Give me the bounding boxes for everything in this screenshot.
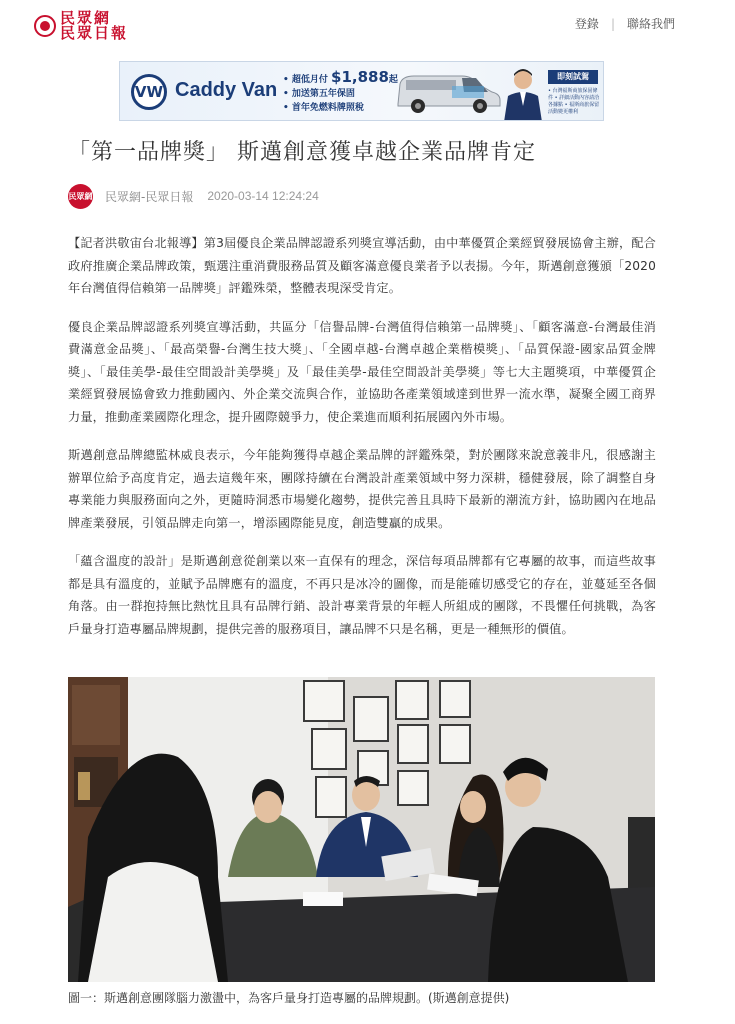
article-paragraph: 【記者洪敬宙台北報導】第3屆優良企業品牌認證系列獎宣導活動，由中華優質企業經貿發展協會主辦，配合政府推廣企業品牌政策，甄選注重消費服務品質及顧客滿意優良業者予以表揚。今年，斯邁創意獲頒「2020年台灣值得信賴第一品牌獎」評鑑殊榮，整體表現深受肯定。: [68, 236, 656, 295]
vw-logo-icon: VW: [131, 74, 167, 110]
article-paragraph: 「蘊含溫度的設計」是斯邁創意從創業以來一直保有的理念，深信每項品牌都有它專屬的故事，而這些故事都是具有溫度的，並賦予品牌應有的溫度，不再只是冰冷的圖像，而是能確切感受它的存在，並蔓延至各個角落。由一群抱持無比熱忱且具有品牌行銷、設計專業背景的年輕人所組成的團隊，不畏懼任何挑戰，為客戶量身打造專屬品牌規劃，提供完善的服務項目，讓品牌不只是名稱，更是一種無形的價值。: [68, 554, 656, 636]
banner-fine-print: • 台灣福斯商旅保固條件 • 詳細活動內容請洽各據點 • 福斯商旅保留活動變更權利: [548, 88, 600, 115]
login-link[interactable]: 登錄: [574, 17, 599, 31]
article-author: 民眾網-民眾日報: [105, 189, 194, 204]
top-bar: [0, 0, 735, 50]
spokesperson-figure-icon: [500, 66, 546, 121]
article-paragraph: 斯邁創意品牌總監林威良表示，今年能夠獲得卓越企業品牌的評鑑殊榮，對於團隊來說意義非凡，很感謝主辦單位給予高度肯定，過去這幾年來，團隊持續在台灣設計產業領域中努力深耕，穩健發展，除了調整自身專業能力與服務面向之外，更隨時洞悉市場變化趨勢，提供完善且具時下最新的潮流方針，協助國內在地品牌產業發展，引領品牌走向第一，增添國際能見度，創造雙贏的成果。: [68, 448, 656, 530]
article-photo: [68, 677, 655, 982]
site-logo[interactable]: [34, 8, 144, 44]
link-separator: |: [610, 16, 615, 31]
test-drive-button[interactable]: 即刻試駕: [548, 70, 598, 84]
header-links: [575, 15, 675, 32]
banner-offers: [283, 70, 398, 115]
banner-model-name: Caddy Van: [175, 79, 278, 101]
logo-wordmark: [60, 11, 128, 41]
banner-offer-tax: • 首年免燃料牌照稅: [283, 103, 364, 113]
advertisement-banner[interactable]: [119, 61, 604, 121]
banner-offer-warranty: • 加送第五年保固: [283, 89, 355, 99]
logo-emblem-icon: [34, 15, 56, 37]
article-paragraph: 優良企業品牌認證系列獎宣導活動，共區分「信譽品牌-台灣值得信賴第一品牌獎」、「顧客滿意-台灣最佳消費滿意金品獎」、「最高榮譽-台灣生技大獎」、「全國卓越-台灣卓越企業楷模獎」、「品質保證-國家品質金牌獎」、「最佳美學-最佳空間設計美學獎」及「最佳美學-最佳空間設計美學獎」等七大主題獎項，中華優質企業經貿發展協會致力推動國內、外企業交流與合作，並協助各產業領域達到世界一流水準，凝聚全國工商界力量，推動產業國際化理念，提升國際競爭力，使企業進而順利拓展國內外市場。: [68, 319, 656, 424]
author-avatar: 民眾網: [68, 184, 93, 209]
logo-line-2: 民眾日報: [60, 24, 129, 42]
article-body: [68, 232, 656, 656]
van-illustration-icon: [392, 68, 507, 116]
photo-caption: 圖一：斯邁創意團隊腦力激盪中，為客戶量身打造專屬的品牌規劃。(斯邁創意提供): [68, 991, 510, 1005]
article-title: 「第一品牌獎」 斯邁創意獲卓越企業品牌肯定: [68, 140, 536, 165]
article-date: 2020-03-14 12:24:24: [207, 189, 319, 203]
article-meta: [68, 183, 319, 209]
logo-line-1: 民眾網: [60, 9, 112, 27]
contact-us-link[interactable]: 聯絡我們: [626, 17, 675, 31]
banner-offer-price: • 超低月付 $1,888起: [283, 68, 398, 86]
